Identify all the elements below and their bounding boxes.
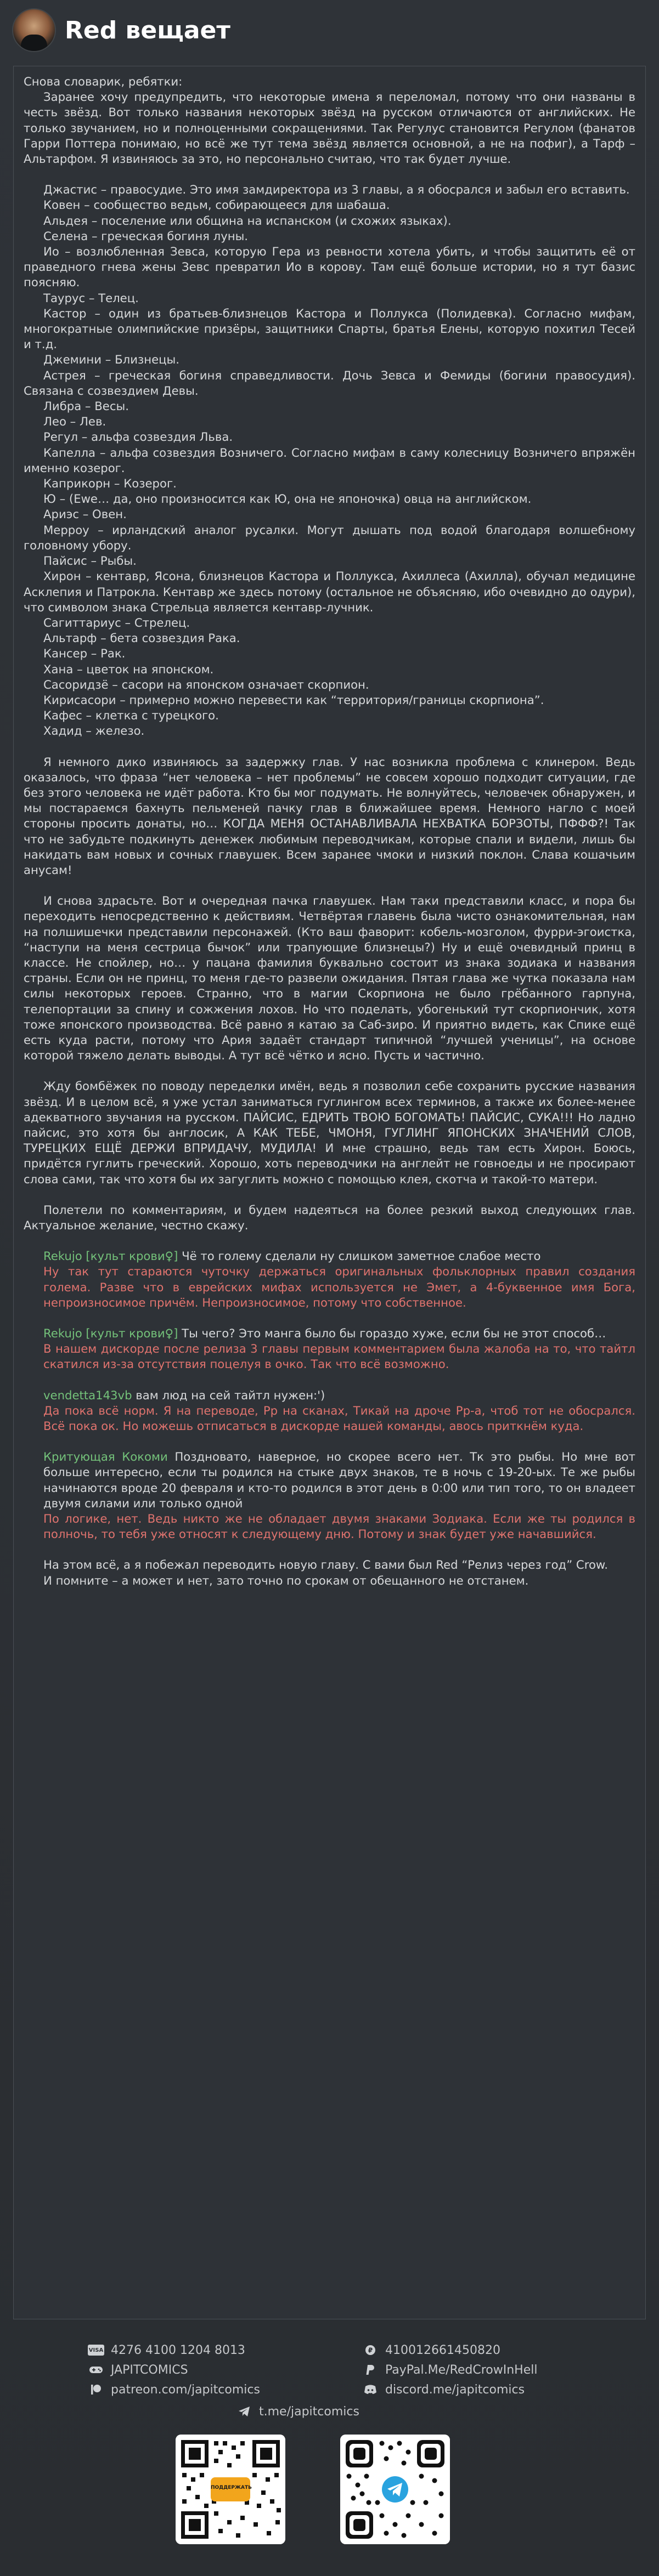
glossary-entry: Кафес – клетка с турецкого. (43, 708, 219, 723)
qr-pattern (340, 2435, 450, 2544)
glossary-entry: Каприкорн – Козерог. (43, 476, 177, 491)
translator-reply: По логике, нет. Ведь никто же не обладает двумя знаками Зодиака. Если же ты родился в полночь, то тебя уже относят к следующему дню. Потому и знак будет уже начавшийся. (43, 1512, 635, 1541)
comment-line (24, 1326, 635, 1341)
glossary-entry: Сагиттариус – Стрелец. (43, 615, 190, 629)
glossary-entry: Капелла – альфа созвездия Возничего. Согласно мифам в саму колесницу Возничего впряжён именно козерог. (24, 445, 635, 475)
paragraph-spacer (24, 739, 635, 754)
discord-row[interactable] (362, 2381, 525, 2398)
post-paragraph: Я немного дико извиняюсь за задержку глав. У нас возникла проблема с клинером. Ведь оказалось, что фраза “нет человека – нет проблемы” не совсем хорошо подходит ситуации, где без этого человека не идёт работа. Кто бы мог подумать. Не волнуйтесь, человечек обнаружен, и мы постараемся бахнуть пельменей пачку глав в ближайшее время. Немного нагло с моей стороны просить донаты, но… КОГДА МЕНЯ ОСТАНАВЛИВАЛА НЕХВАТКА БОРЗОТЫ, ПФФФ?! Так что не забудьте подкинуть денежек любимым переводчикам, которые спали и видели, лишь бы накидать вам новых и сочных главушек. Всем заранее чмоки и низкий поклон. Слава кошачьим анусам! (24, 754, 635, 877)
gamepad-icon (88, 2364, 104, 2376)
svg-text:₽: ₽ (368, 2346, 373, 2354)
glossary-list (24, 182, 635, 739)
translator-reply: В нашем дискорде после релиза 3 главы первым комментарием была жалоба на то, что тайтл скатился из-за отсутствия поцелуя в очко. Так что всё возможно. (43, 1342, 635, 1371)
comment-text: Чё то голему сделали ну слишком заметное слабое место (178, 1249, 541, 1263)
glossary-entry: Либра – Весы. (43, 399, 129, 413)
glossary-entry: Сасоридзё – сасори на японском означает скорпион. (43, 677, 369, 691)
glossary-entry: Лео – Лев. (43, 415, 106, 429)
patreon-row[interactable] (88, 2381, 260, 2398)
ruble-wallet-icon (362, 2344, 379, 2356)
comment-text: вам люд на сей тайтл нужен:') (132, 1388, 325, 1402)
comment-author[interactable]: vendetta143vb (43, 1388, 132, 1402)
card-number[interactable]: 4276 4100 1204 8013 (111, 2343, 245, 2357)
glossary-entry: Астрея – греческая богиня справедливости. Дочь Зевса и Фемиды (богини правосудия). Связана с созвездием Девы. (24, 368, 635, 398)
telegram-link[interactable]: t.me/japitcomics (259, 2404, 359, 2419)
comment-block (24, 1326, 635, 1372)
glossary-entry: Хадид – железо. (43, 724, 145, 738)
paragraph-spacer (24, 1063, 635, 1079)
comment-author[interactable]: Rekujo [культ крови♀] (43, 1326, 178, 1341)
paragraph-spacer (24, 878, 635, 893)
translator-reply: Ну так тут стараются чуточку держаться оригинальных фольклорных правил создания голема. Разве что в еврейских мифах используется не Эмет, а 4-буквенное имя Бога, непроизносимое причём. Непроизносимое, потому что собственное. (43, 1264, 635, 1309)
paragraph-spacer (24, 1187, 635, 1202)
glossary-entry: Ариэс – Овен. (43, 507, 127, 521)
glossary-entry: Регул – альфа созвездия Льва. (43, 430, 233, 444)
paragraph-spacer (24, 1434, 635, 1449)
post-intro: Снова словарик, ребятки: (24, 75, 183, 88)
comment-author[interactable]: Критующая Кокоми (43, 1450, 168, 1464)
closing-paragraph: И помните – а может и нет, зато точно по срокам от обещанного не отстанем. (43, 1573, 529, 1587)
channel-header (0, 0, 659, 60)
post-paragraph: Заранее хочу предупредить, что некоторые имена я переломал, потому что они названы в честь звёзд. Вот только названия некоторых звёзд на русском отличаются от английских. Не только звучанием, но и полноценными сокращениями. Так Регулус становится Регулом (фанатов Гарри Поттера понимаю, но всё же тут тема звёзд является основной, а не на пофиг), а Тарф – Альтарфом. Я извиняюсь за это, но персонально считаю, что так будет лучше. (24, 90, 635, 166)
glossary-entry: Альтарф – бета созвездия Рака. (43, 631, 240, 645)
telegram-row[interactable] (236, 2403, 359, 2420)
discord-link[interactable]: discord.me/japitcomics (385, 2382, 525, 2397)
glossary-entry: Альдея – поселение или община на испанском (и схожих языках). (43, 213, 452, 228)
discord-icon (362, 2384, 379, 2396)
comment-author[interactable]: Rekujo [культ крови♀] (43, 1249, 178, 1263)
glossary-entry: Хирон – кентавр, Ясона, близнецов Кастора и Поллукса, Ахиллеса (Ахилла), обучал медицине Асклепия и Патрокла. Кентавр же здесь потому (остальное не объясняю, ибо очевидно до одури), что символом знака Стрельца является кентавр-лучник. (24, 569, 635, 614)
paragraph-spacer (24, 1542, 635, 1557)
comment-line (24, 1449, 635, 1511)
glossary-entry: Ио – возлюбленная Зевса, которую Гера из ревности хотела убить, и чтобы защитить её от праведного гнева жены Зевс превратил Ио в корову. Там ещё больше истории, но я тут базис поясняю. (24, 245, 635, 290)
post-paragraph: И снова здрасьте. Вот и очередная пачка главушек. Нам таки представили класс, и пора бы переходить непосредственно к действиям. Четвёртая главень была чисто ознакомительная, нам на полшишечки представили персонажей. (Кто ваш фаворит: кобель-мозголом, фурри-эгоистка, “наступи на меня сестрица бычок” или трапующие близнецы?) Ну и ещё очевидный принц в классе. Не спойлер, но… у пацана фамилия буквально состоит из знака зодиака и названия страны. Если он не принц, то меня где-то развели ожидания. Пятая глава же чутка показала нам силы некоторых героев. Странно, что в магии Скорпиона не было грёбанного гарпуна, телепортации за спину и сожжения лохов. Но что поделать, убогенький тут скорпиончик, хотя тоже японского производства. Всё равно я катаю за Саб-зиро. И приятно видеть, как Спике ещё есть куда расти, потому что Ария задаёт стандарт типичной “лучшей ученицы”, на основе которой тяжело делать выводы. А тут всё чётко и ясно. Пусть и частично. (24, 894, 635, 1063)
glossary-entry: Ю – (Ewe… да, оно произносится как Ю, она не японочка) овца на английском. (43, 492, 532, 506)
glossary-entry: Ковен – сообщество ведьм, собирающееся для шабаша. (43, 198, 390, 212)
site-row[interactable] (88, 2361, 188, 2379)
donation-qr-code[interactable] (176, 2435, 285, 2544)
comment-block (24, 1388, 635, 1434)
glossary-entry: Селена – греческая богиня луны. (43, 229, 249, 243)
comment-block (24, 1449, 635, 1542)
patreon-icon (88, 2384, 104, 2396)
channel-avatar[interactable] (12, 8, 56, 52)
glossary-entry: Хана – цветок на японском. (43, 662, 214, 676)
comment-text: Ты чего? Это манга было бы гораздо хуже, если бы не этот способ… (178, 1326, 606, 1341)
post-paragraph: Полетели по комментариям, и будем надеяться на более резкий выход следующих глав. Актуальное желание, честно скажу. (24, 1202, 635, 1233)
paragraph-spacer (24, 1233, 635, 1249)
paypal-link[interactable]: PayPal.Me/RedCrowInHell (385, 2363, 538, 2377)
paypal-row[interactable] (362, 2361, 537, 2379)
telegram-qr-code[interactable] (340, 2435, 450, 2544)
glossary-entry: Джастис – правосудие. Это имя замдиректора из 3 главы, а я обосрался и забыл его вставить. (43, 183, 630, 197)
comment-line (24, 1388, 635, 1403)
patreon-link[interactable]: patreon.com/japitcomics (111, 2382, 260, 2397)
wallet-row[interactable] (362, 2341, 500, 2359)
visa-card-icon: VISA (88, 2345, 104, 2356)
comment-block (24, 1249, 635, 1310)
post-body (13, 66, 646, 2319)
donation-footer (0, 2330, 659, 2576)
glossary-entry: Кастор – один из братьев-близнецов Кастора и Поллукса (Полидевка). Согласно мифам, многократные олимпийские призёры, защитники Спарты, братья Елены, которую похитил Тесей и т.д. (24, 306, 635, 351)
site-name[interactable]: JAPITCOMICS (111, 2363, 188, 2377)
card-row[interactable] (88, 2341, 245, 2359)
translator-reply: Да пока всё норм. Я на переводе, Рр на сканах, Тикай на дроче Рр-а, чтоб тот не обосрался. Всё пока ок. Но можешь отписаться в дискорде нашей команды, авось приткнём куда. (43, 1403, 635, 1433)
qr-support-badge: ПОДДЕРЖАТЬ (211, 2485, 252, 2490)
channel-name[interactable]: Red вещает (65, 16, 230, 44)
post-paragraph: Жду бомбёжек по поводу переделки имён, ведь я позволил себе сохранить русские названия звёзд. И в целом всё, я уже устал заниматься гуглингом всех терминов, а также их более-менее адекватного звучания на русском. ПАЙСИС, ЕДРИТЬ ТВОЮ БОГОМАТЬ! ПАЙСИС, СУКА!!! Но ладно пайсис, это хотя бы англосик, А КАК ТЕБЕ, ЧМОНЯ, ГУГЛИНГ ЯПОНСКИХ ЗНАЧЕНИЙ СЛОВ, ТУРЕЦКИХ ЕЩЁ ДЕРЖИ ВПРИДАЧУ, МУДИЛА! И мне страшно, ведь там есть Хирон. Боюсь, придётся гуглить греческий. Хорошо, хоть переводчики на англейт не говноеды и не просирают слова сами, так что хотя бы их загуглить можно с помощью клея, скотча и такой-то матери. (24, 1079, 635, 1186)
glossary-entry: Джемини – Близнецы. (43, 353, 180, 367)
comment-line (24, 1249, 635, 1264)
closing-paragraph: На этом всё, а я побежал переводить новую главу. С вами был Red “Релиз через год” Crow. (43, 1558, 609, 1572)
paypal-icon (362, 2364, 379, 2376)
paragraph-spacer (24, 1310, 635, 1326)
paragraph-spacer (24, 1372, 635, 1388)
glossary-entry: Кирисасори – примерно можно перевести как “территория/границы скорпиона”. (43, 693, 544, 707)
telegram-icon (236, 2405, 252, 2418)
wallet-number[interactable]: 410012661450820 (385, 2343, 500, 2357)
glossary-entry: Кансер – Рак. (43, 646, 126, 661)
glossary-entry: Мерроу – ирландский аналог русалки. Могут дышать под водой благодаря волшебному головному убору. (24, 523, 635, 552)
paragraph-spacer (24, 167, 635, 182)
comment-text: Поздновато, наверное, но скорее всего нет. Тк это рыбы. Но мне вот больше интересно, если ты родился на стыке двух знаков, те в ночь с 19-20-ых. Те же рыбы начинаются вроде 20 февраля и кто-то родился в этот день в 0:00 или тип того, то он владеет двумя силами или только одной (43, 1450, 635, 1510)
glossary-entry: Таурус – Телец. (43, 291, 139, 305)
glossary-entry: Пайсис – Рыбы. (43, 554, 137, 568)
